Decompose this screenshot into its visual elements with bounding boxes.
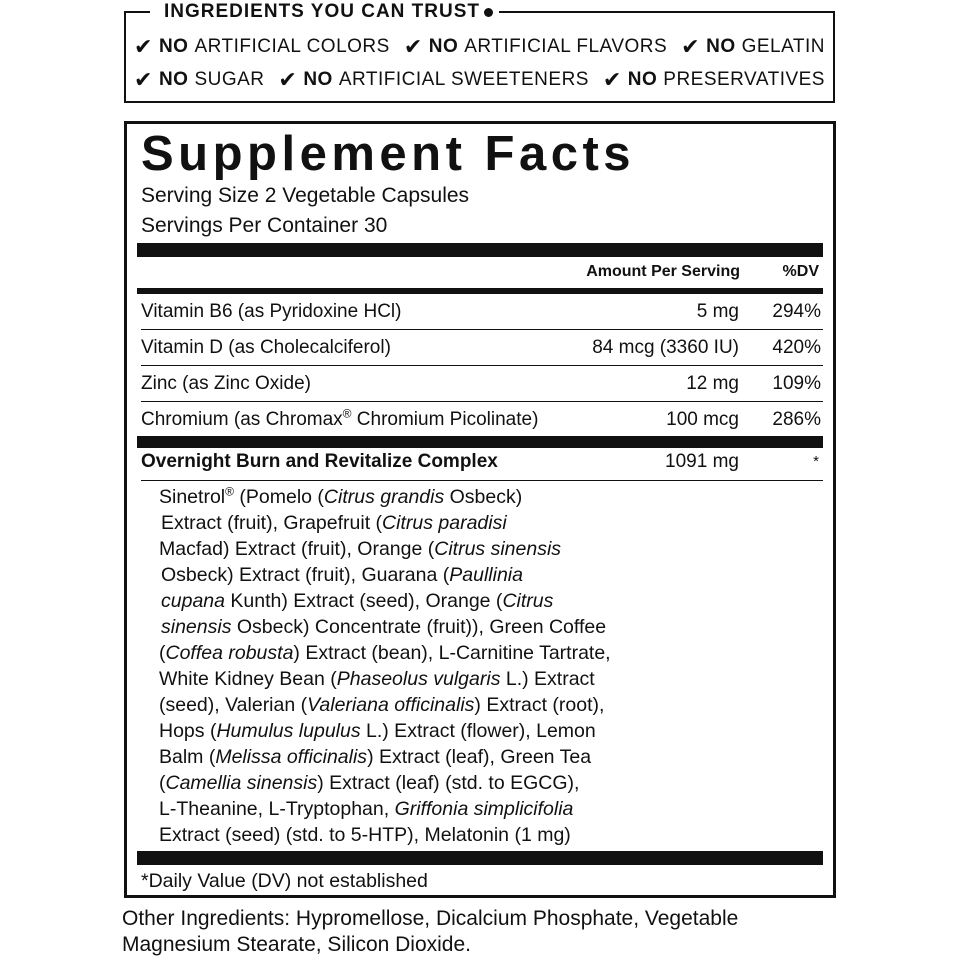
nutrient-name: Chromium (as Chromax® Chromium Picolinate) <box>141 406 539 430</box>
dv-footnote: *Daily Value (DV) not established <box>141 870 428 892</box>
nutrient-amount: 84 mcg (3360 IU) <box>592 337 739 358</box>
blend-line: Extract (fruit), Grapefruit (Citrus paradisi <box>161 512 507 534</box>
supplement-facts-panel <box>124 121 836 898</box>
header-dv: %DV <box>782 263 819 280</box>
checkmark-icon: ✔ <box>134 67 153 92</box>
nutrient-dv: 286% <box>772 409 821 430</box>
servings-per-container: Servings Per Container 30 <box>141 214 388 237</box>
blend-line: Hops (Humulus lupulus L.) Extract (flower), Lemon <box>159 720 596 742</box>
trust-claims-row-1 <box>134 34 825 60</box>
blend-line: Macfad) Extract (fruit), Orange (Citrus sinensis <box>159 538 562 560</box>
nutrient-row <box>141 366 821 400</box>
claim-no-preservatives: ✔ NO PRESERVATIVES <box>602 67 825 92</box>
other-ingredients-line: Other Ingredients: Hypromellose, Dicalcium Phosphate, Vegetable <box>122 907 739 930</box>
blend-ingredients <box>159 484 659 848</box>
blend-line: cupana Kunth) Extract (seed), Orange (Citrus <box>161 590 554 612</box>
nutrient-amount: 5 mg <box>696 301 739 322</box>
complex-row <box>141 451 821 477</box>
nutrient-row <box>141 294 821 328</box>
nutrient-dv: 109% <box>772 373 821 394</box>
other-ingredients-line: Magnesium Stearate, Silicon Dioxide. <box>122 933 472 956</box>
checkmark-icon: ✔ <box>681 34 701 59</box>
facts-title: Supplement Facts <box>141 127 636 181</box>
blend-line: (Coffea robusta) Extract (bean), L-Carnitine Tartrate, <box>159 642 611 664</box>
blend-line: (Camellia sinensis) Extract (leaf) (std. to EGCG), <box>159 772 580 794</box>
nutrient-amount: 100 mcg <box>666 409 739 430</box>
blend-line: (seed), Valerian (Valeriana officinalis) Extract (root), <box>159 694 605 716</box>
claim-no-sugar: ✔ NO SUGAR <box>134 67 265 92</box>
other-ingredients <box>122 906 738 958</box>
claim-no-artificial-flavors: ✔ NO ARTIFICIAL FLAVORS <box>403 34 668 59</box>
nutrient-name: Vitamin D (as Cholecalciferol) <box>141 337 391 358</box>
complex-amount: 1091 mg <box>665 451 739 472</box>
bullet-dot-icon <box>484 8 493 17</box>
blend-line: Balm (Melissa officinalis) Extract (leaf), Green Tea <box>159 746 592 768</box>
thick-divider <box>137 851 823 865</box>
blend-line: Osbeck) Extract (fruit), Guarana (Paullinia <box>161 564 523 586</box>
claim-no-gelatin: ✔ NO GELATIN <box>681 34 825 59</box>
complex-dv: * <box>813 453 819 470</box>
thick-divider <box>137 243 823 257</box>
nutrient-name: Vitamin B6 (as Pyridoxine HCl) <box>141 301 402 322</box>
trust-claims-row-2 <box>134 67 825 93</box>
checkmark-icon: ✔ <box>602 67 622 92</box>
checkmark-icon: ✔ <box>278 67 298 92</box>
nutrient-amount: 12 mg <box>686 373 739 394</box>
nutrient-dv: 420% <box>772 337 821 358</box>
nutrient-name: Zinc (as Zinc Oxide) <box>141 373 311 394</box>
serving-size: Serving Size 2 Vegetable Capsules <box>141 184 470 207</box>
checkmark-icon: ✔ <box>134 34 153 59</box>
complex-name: Overnight Burn and Revitalize Complex <box>141 451 498 472</box>
checkmark-icon: ✔ <box>403 34 423 59</box>
trust-title: INGREDIENTS YOU CAN TRUST <box>150 1 499 23</box>
blend-line: Sinetrol® (Pomelo (Citrus grandis Osbeck) <box>159 484 523 508</box>
row-divider <box>141 480 823 481</box>
blend-line: White Kidney Bean (Phaseolus vulgaris L.) Extract <box>159 668 595 690</box>
ingredients-trust-box <box>124 1 835 103</box>
claim-no-artificial-sweeteners: ✔ NO ARTIFICIAL SWEETENERS <box>278 67 589 92</box>
thick-divider <box>137 436 823 448</box>
nutrient-row <box>141 330 821 364</box>
blend-line: sinensis Osbeck) Concentrate (fruit)), Green Coffee <box>161 616 607 638</box>
nutrient-dv: 294% <box>772 301 821 322</box>
nutrient-row <box>141 402 821 436</box>
blend-line: L-Theanine, L-Tryptophan, Griffonia simplicifolia <box>159 798 574 820</box>
claim-no-artificial-colors: ✔ NO ARTIFICIAL COLORS <box>134 34 390 59</box>
blend-line: Extract (seed) (std. to 5-HTP), Melatonin (1 mg) <box>159 824 571 846</box>
header-amount-per-serving: Amount Per Serving <box>586 263 740 280</box>
